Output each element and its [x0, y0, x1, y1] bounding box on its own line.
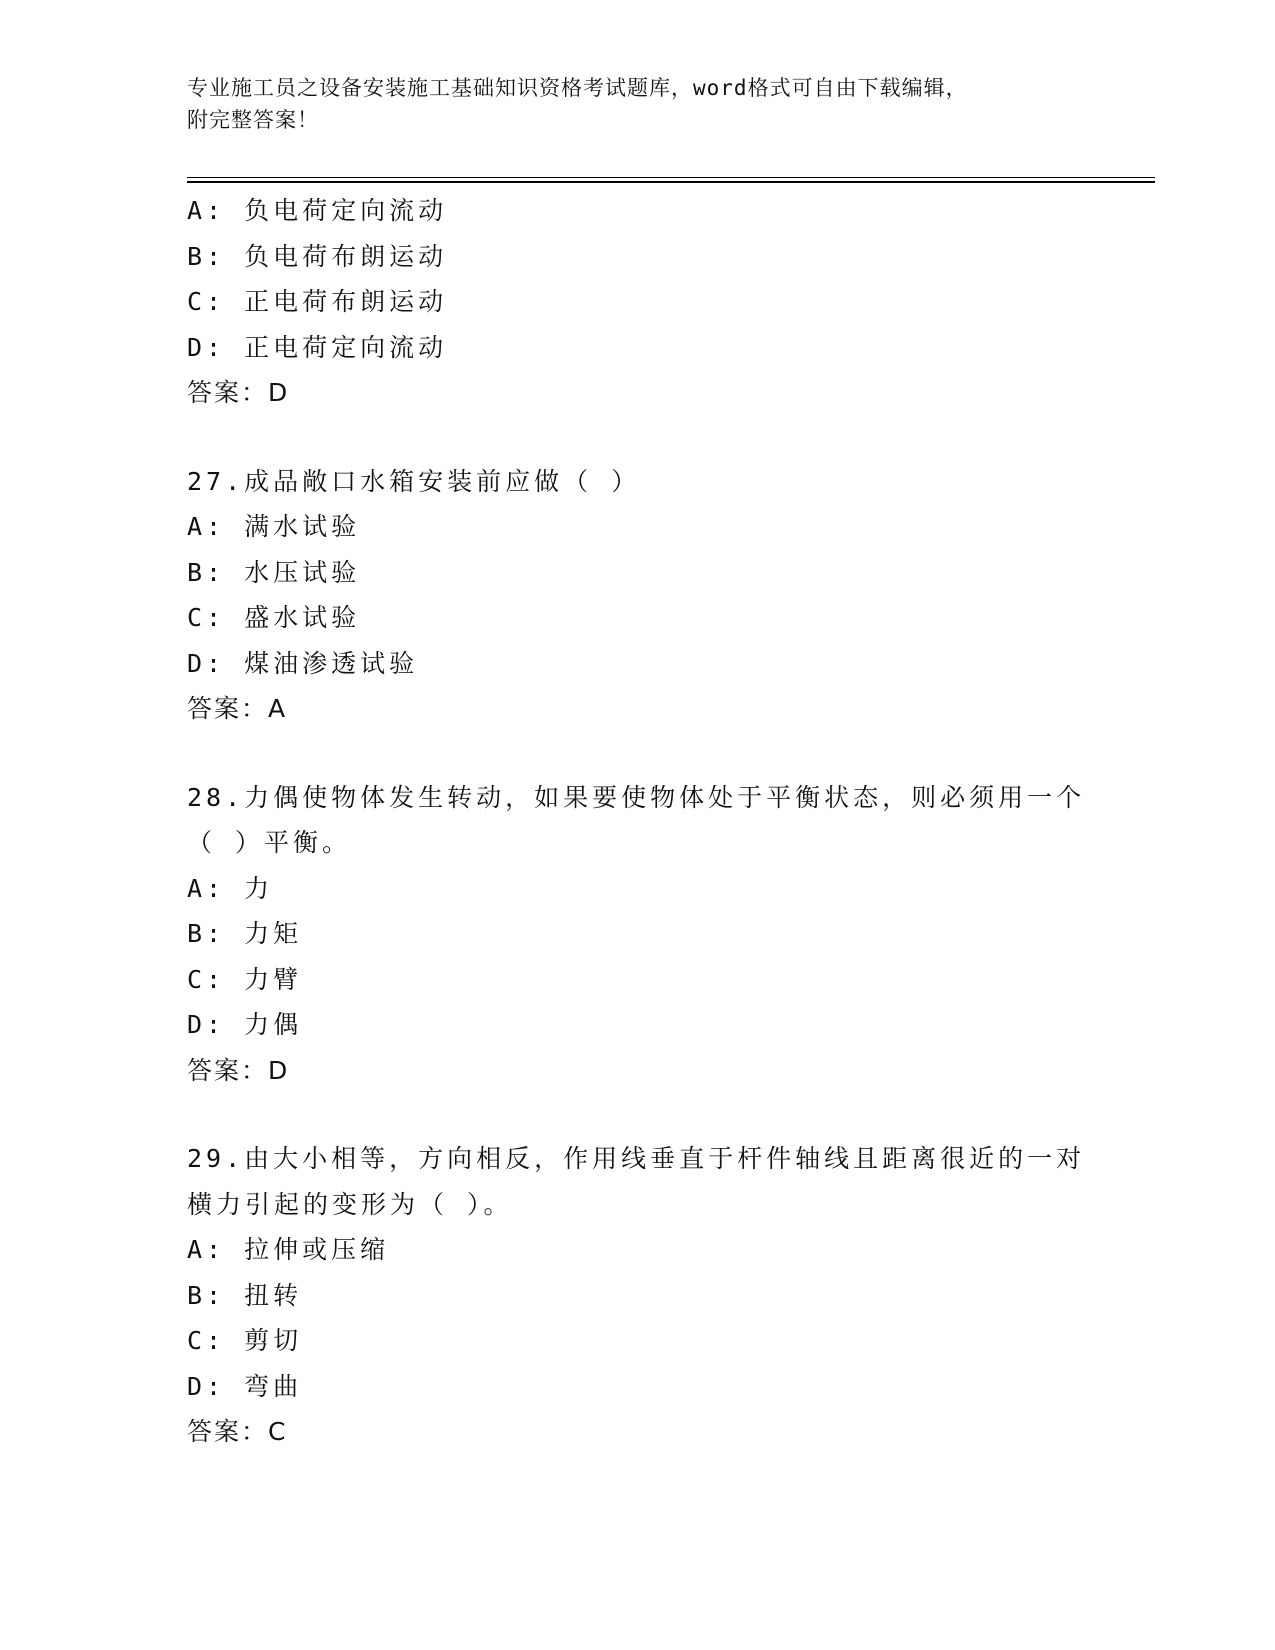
- question-block-26: [187, 188, 1087, 416]
- option-b: B: 扭转: [187, 1280, 303, 1310]
- option-d: D: 弯曲: [187, 1371, 303, 1401]
- header-line-2: 附完整答案！: [187, 108, 319, 132]
- question-block-28: [187, 775, 1087, 1094]
- question-text: 29.由大小相等，方向相反，作用线垂直于杆件轴线且距离很近的一对横力引起的变形为（ ）。: [187, 1144, 1086, 1219]
- header-divider-top: [187, 177, 1155, 178]
- option-c: C: 力臂: [187, 964, 303, 994]
- question-block-27: [187, 459, 1087, 732]
- document-header: [187, 72, 1087, 136]
- answer-line: 答案：D: [187, 1055, 290, 1085]
- header-line-1: 专业施工员之设备安装施工基础知识资格考试题库，word格式可自由下载编辑，: [187, 76, 968, 100]
- option-b: B: 力矩: [187, 919, 303, 948]
- spacer: [187, 416, 1087, 459]
- option-c: C: 盛水试验: [187, 603, 361, 632]
- spacer: [187, 1093, 1087, 1136]
- answer-line: 答案：C: [187, 1417, 288, 1446]
- spacer: [187, 732, 1087, 775]
- option-b: B: 水压试验: [187, 557, 361, 587]
- answer-line: 答案：A: [187, 694, 288, 723]
- option-a: A: 满水试验: [187, 512, 361, 541]
- question-block-29: [187, 1136, 1087, 1455]
- option-c: C: 剪切: [187, 1326, 303, 1355]
- question-text: 28.力偶使物体发生转动，如果要使物体处于平衡状态，则必须用一个（ ）平衡。: [187, 782, 1086, 857]
- option-b: B: 负电荷布朗运动: [187, 241, 448, 271]
- option-a: A: 负电荷定向流动: [187, 196, 448, 225]
- question-text: 27.成品敞口水箱安装前应做（ ）: [187, 466, 641, 496]
- option-c: C: 正电荷布朗运动: [187, 287, 448, 316]
- option-a: A: 拉伸或压缩: [187, 1235, 390, 1264]
- answer-line: 答案：D: [187, 378, 290, 407]
- option-d: D: 正电荷定向流动: [187, 332, 448, 362]
- option-a: A: 力: [187, 873, 274, 903]
- question-list: [187, 188, 1087, 1455]
- option-d: D: 力偶: [187, 1010, 303, 1039]
- header-divider-bottom: [187, 181, 1155, 183]
- option-d: D: 煤油渗透试验: [187, 648, 419, 678]
